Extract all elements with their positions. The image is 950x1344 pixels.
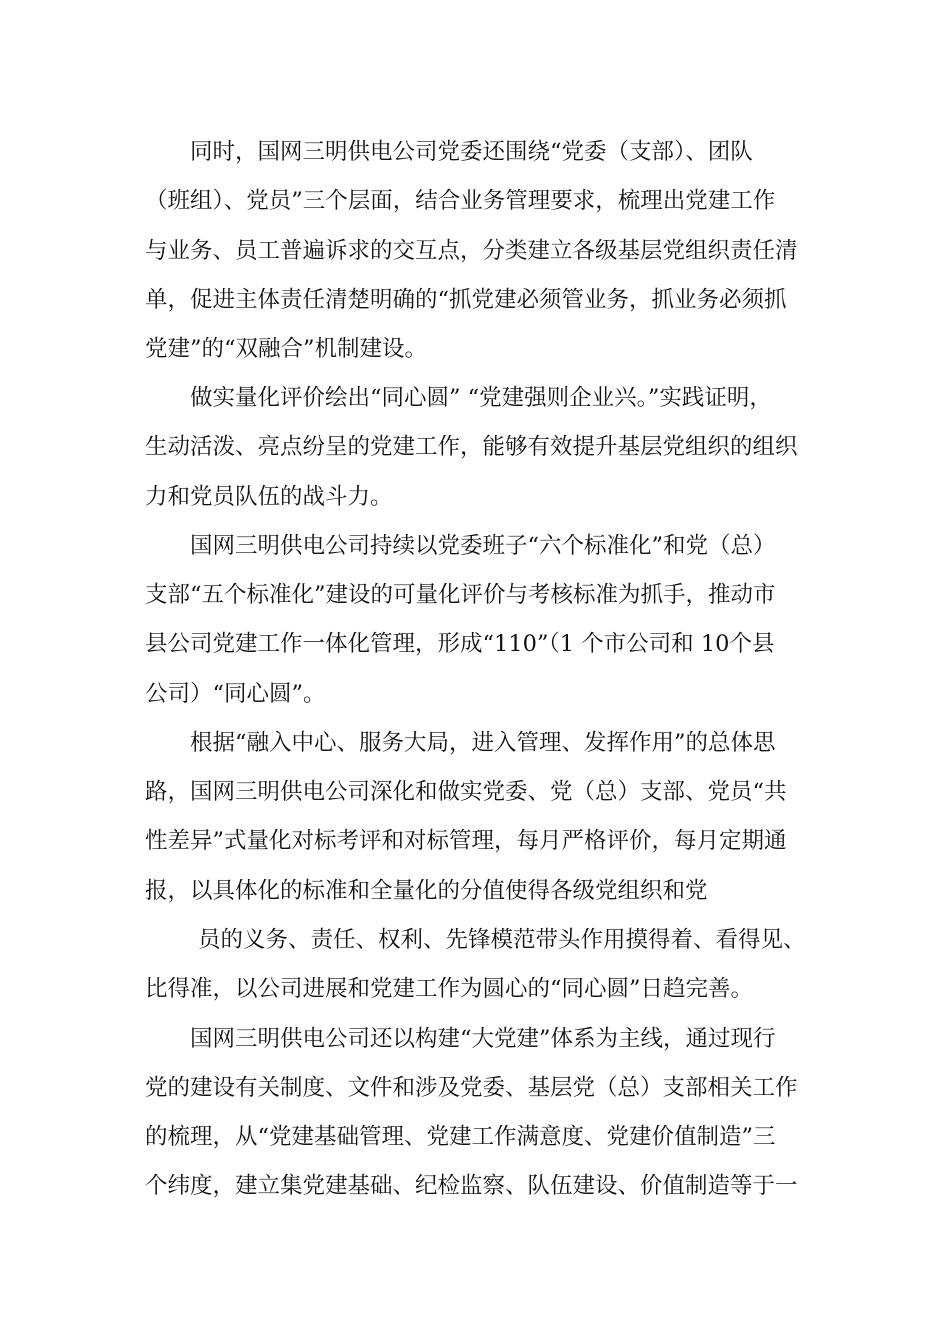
text-line: 员的义务、责任、权利、先锋模范带头作用摸得着、看得见、 [198, 927, 806, 953]
text-line: 比得准，以公司进展和党建工作为圆心的“同心圆”日趋完善。 [145, 976, 754, 1002]
text-line: 支部“五个标准化”建设的可量化评价与考核标准为抓手，推动市 [145, 582, 776, 608]
text-line: 公司）“同心圆”。 [145, 681, 326, 707]
text-line: 个纬度，建立集党建基础、纪检监察、队伍建设、价值制造等于一 [145, 1173, 798, 1199]
text-line: 同时，国网三明供电公司党委还围绕“党委（支部）、团队 [190, 139, 753, 165]
text-line: 与业务、员工普遍诉求的交互点，分类建立各级基层党组织责任清 [145, 238, 798, 264]
text-line: 做实量化评价绘出“同心圆” “党建强则企业兴。”实践证明， [190, 385, 772, 411]
text-line: 单，促进主体责任清楚明确的“抓党建必须管业务，抓业务必须抓 [145, 287, 787, 313]
text-line: 路，国网三明供电公司深化和做实党委、党（总）支部、党员“共 [145, 779, 787, 805]
text-line: （班组）、党员”三个层面，结合业务管理要求，梳理出党建工作 [145, 188, 776, 214]
text-line: 的梳理，从“党建基础管理、党建工作满意度、党建价值制造”三 [145, 1124, 776, 1150]
text-line: 党建”的“双融合”机制建设。 [145, 336, 428, 362]
text-line: 国网三明供电公司还以构建“大党建”体系为主线，通过现行 [190, 1026, 776, 1052]
text-line: 国网三明供电公司持续以党委班子“六个标准化”和党（总） [190, 533, 776, 559]
text-line: 生动活泼、亮点纷呈的党建工作，能够有效提升基层党组织的组织 [145, 434, 798, 460]
text-line: 报，以具体化的标准和全量化的分值使得各级党组织和党 [145, 878, 708, 904]
text-line: 性差异”式量化对标考评和对标管理，每月严格评价，每月定期通 [145, 828, 787, 854]
text-line: 根据“融入中心、服务大局，进入管理、发挥作用”的总体思 [190, 730, 776, 756]
text-line: 党的建设有关制度、文件和涉及党委、基层党（总）支部相关工作 [145, 1075, 798, 1101]
text-line: 县公司党建工作一体化管理，形成“110”（1 个市公司和 10个县 [145, 631, 775, 657]
text-line: 力和党员队伍的战斗力。 [145, 484, 393, 510]
